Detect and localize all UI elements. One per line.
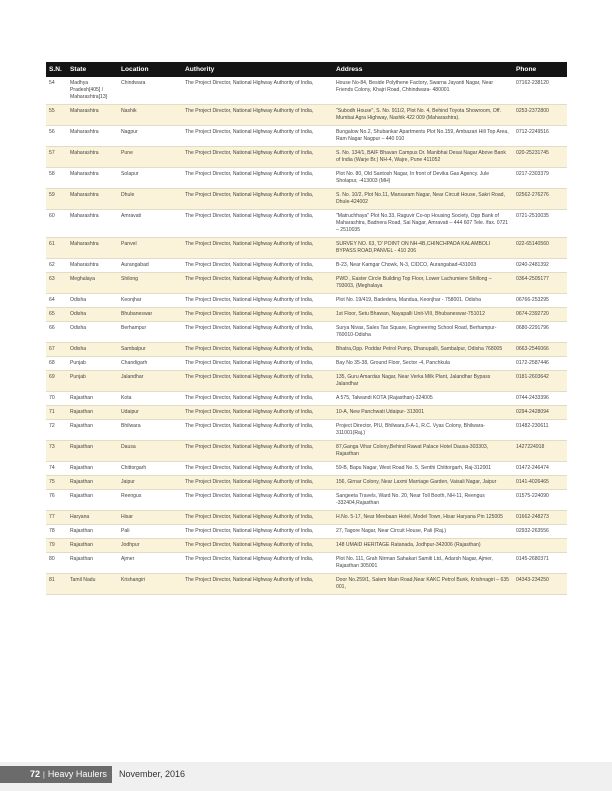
- table-row: [46, 525, 567, 539]
- cell-authority: The Project Director, National Highway Authority of India,: [182, 322, 333, 343]
- table-row: [46, 147, 567, 168]
- cell-state: Rajasthan: [67, 553, 118, 574]
- cell-state: Odisha: [67, 322, 118, 343]
- cell-phone: 0674-2392720: [513, 308, 567, 322]
- table-row: [46, 322, 567, 343]
- header-sn: S.N.: [46, 62, 67, 77]
- footer-publication-label: [0, 766, 112, 783]
- table-row: [46, 539, 567, 553]
- cell-location: Nagpur: [118, 126, 182, 147]
- page-number: 72: [30, 769, 41, 779]
- publication-name: Heavy Haulers: [47, 769, 107, 779]
- cell-location: Chindwara: [118, 77, 182, 105]
- table-row: [46, 357, 567, 371]
- cell-sn: 72: [46, 420, 67, 441]
- cell-phone: 1427224918: [513, 441, 567, 462]
- header-address: Address: [333, 62, 513, 77]
- table-row: [46, 371, 567, 392]
- cell-phone: 07162-238120: [513, 77, 567, 105]
- cell-phone: 06766-253295: [513, 294, 567, 308]
- cell-authority: The Project Director, National Highway Authority of India,: [182, 259, 333, 273]
- cell-phone: 020-25231745: [513, 147, 567, 168]
- cell-state: Rajasthan: [67, 525, 118, 539]
- cell-location: Pune: [118, 147, 182, 168]
- cell-location: Jodhpur: [118, 539, 182, 553]
- cell-authority: The Project Director, National Highway Authority of India,: [182, 294, 333, 308]
- cell-state: Maharashtra: [67, 210, 118, 238]
- cell-location: Shilong: [118, 273, 182, 294]
- header-location: Location: [118, 62, 182, 77]
- cell-sn: 56: [46, 126, 67, 147]
- cell-authority: The Project Director, National Highway Authority of India,: [182, 273, 333, 294]
- cell-sn: 65: [46, 308, 67, 322]
- cell-location: Udaipur: [118, 406, 182, 420]
- cell-address: Plot No. 80, Old Santosh Nagar, In front of Devika Gas Agency. Jule Sholapur, -413003 (MH): [333, 168, 513, 189]
- cell-authority: The Project Director, National Highway Authority of India,: [182, 343, 333, 357]
- cell-sn: 68: [46, 357, 67, 371]
- table-row: [46, 126, 567, 147]
- cell-state: Odisha: [67, 308, 118, 322]
- cell-authority: The Project Director, National Highway Authority of India,: [182, 357, 333, 371]
- cell-location: Nashik: [118, 105, 182, 126]
- cell-address: S. No. 10/2, Plot No.11, Mansaram Nagar, Near Circuit House, Sakri Road, Dhule-424002: [333, 189, 513, 210]
- cell-authority: The Project Director, National Highway Authority of India,: [182, 539, 333, 553]
- cell-location: Berhampur: [118, 322, 182, 343]
- cell-location: Krishangiri: [118, 574, 182, 595]
- cell-address: PWD , Easter Circle Building Top Floor, Lower Lachumiere Shillong – 793003, (Meghalaya: [333, 273, 513, 294]
- cell-address: A 575, Talwandi KOTA (Rajasthan)-324005: [333, 392, 513, 406]
- cell-phone: 04343-234250: [513, 574, 567, 595]
- cell-phone: 0240-2481392: [513, 259, 567, 273]
- cell-sn: 80: [46, 553, 67, 574]
- cell-authority: The Project Director, National Highway Authority of India,: [182, 420, 333, 441]
- cell-address: 135, Guru Amardas Nagar, Near Verka Milk Plant, Jalandhar Bypass Jalandhar: [333, 371, 513, 392]
- cell-sn: 70: [46, 392, 67, 406]
- table-row: [46, 168, 567, 189]
- cell-phone: 022-65140560: [513, 238, 567, 259]
- table-row: [46, 259, 567, 273]
- table-row: [46, 294, 567, 308]
- table-header-row: [46, 62, 567, 77]
- cell-state: Odisha: [67, 294, 118, 308]
- cell-sn: 62: [46, 259, 67, 273]
- header-phone: Phone: [513, 62, 567, 77]
- cell-location: Kota: [118, 392, 182, 406]
- cell-location: Chandigarh: [118, 357, 182, 371]
- cell-authority: The Project Director, National Highway Authority of India,: [182, 77, 333, 105]
- cell-address: Bay No 35-38, Ground Floor, Sector -4, Panchkula: [333, 357, 513, 371]
- cell-sn: 74: [46, 462, 67, 476]
- issue-date: November, 2016: [119, 769, 186, 779]
- cell-sn: 78: [46, 525, 67, 539]
- cell-address: "Subodh House", S. No. 911/2, Plot No. 4, Behind Toyota Showroom, Off. Mumbai Agra Highway, Nashik 422 009 (Maharashtra).: [333, 105, 513, 126]
- cell-phone: 0172-2587446: [513, 357, 567, 371]
- cell-sn: 63: [46, 273, 67, 294]
- cell-sn: 55: [46, 105, 67, 126]
- cell-phone: 0141-4026465: [513, 476, 567, 490]
- cell-authority: The Project Director, National Highway Authority of India,: [182, 462, 333, 476]
- cell-state: Maharashtra: [67, 259, 118, 273]
- cell-location: Jaipur: [118, 476, 182, 490]
- cell-state: Rajasthan: [67, 490, 118, 511]
- cell-phone: 0294-2428094: [513, 406, 567, 420]
- cell-sn: 73: [46, 441, 67, 462]
- cell-address: Surya Nivas, Sales Tax Square, Engineering School Road, Berhampur-760010-Odisha: [333, 322, 513, 343]
- cell-state: Rajasthan: [67, 406, 118, 420]
- cell-phone: [513, 539, 567, 553]
- cell-authority: The Project Director, National Highway Authority of India,: [182, 441, 333, 462]
- cell-address: 1st Floor, Setu Bhawan, Nayapalli Unit-VIII, Bhubaneswar-751012: [333, 308, 513, 322]
- cell-authority: The Project Director, National Highway Authority of India,: [182, 189, 333, 210]
- cell-sn: 81: [46, 574, 67, 595]
- cell-phone: 0217-2303379: [513, 168, 567, 189]
- cell-state: Maharashtra: [67, 105, 118, 126]
- cell-phone: 0181-2603642: [513, 371, 567, 392]
- cell-phone: 0253-2372800: [513, 105, 567, 126]
- cell-authority: The Project Director, National Highway Authority of India,: [182, 392, 333, 406]
- cell-location: Dhule: [118, 189, 182, 210]
- cell-phone: 0145-2680371: [513, 553, 567, 574]
- cell-authority: The Project Director, National Highway Authority of India,: [182, 147, 333, 168]
- cell-state: Maharashtra: [67, 147, 118, 168]
- header-authority: Authority: [182, 62, 333, 77]
- cell-location: Solapur: [118, 168, 182, 189]
- cell-address: 27, Tagore Nagar, Near Circuit House, Pali (Raj.): [333, 525, 513, 539]
- cell-sn: 58: [46, 168, 67, 189]
- cell-address: Bungalow No.2, Shubankar Apartments Plot No.159, Ambazari Hill Top Area, Ram Nagar Nagpur – 440 010: [333, 126, 513, 147]
- cell-location: Bhubaneswar: [118, 308, 182, 322]
- table-row: [46, 273, 567, 294]
- table-row: [46, 308, 567, 322]
- cell-authority: The Project Director, National Highway Authority of India,: [182, 126, 333, 147]
- cell-authority: The Project Director, National Highway Authority of India,: [182, 553, 333, 574]
- cell-sn: 67: [46, 343, 67, 357]
- cell-location: Keonjhar: [118, 294, 182, 308]
- table-row: [46, 420, 567, 441]
- cell-authority: The Project Director, National Highway Authority of India,: [182, 105, 333, 126]
- cell-phone: 0744-2433396: [513, 392, 567, 406]
- cell-authority: The Project Director, National Highway Authority of India,: [182, 371, 333, 392]
- cell-phone: 01662-248273: [513, 511, 567, 525]
- cell-location: Hisar: [118, 511, 182, 525]
- cell-location: Sambalpur: [118, 343, 182, 357]
- cell-address: SURVEY NO. 63, 'D' POINT ON NH-4B,CHINCHPADA KALAMBOLI BYPASS ROAD,PANVEL - 410 206: [333, 238, 513, 259]
- cell-address: B-23, Near Kamgar Chowk, N-3, CIDCO, Aurangabad-431003: [333, 259, 513, 273]
- cell-address: Project Director, PIU, Bhilwara,6-A-1, R.C. Vyas Colony, Bhilwara-311001(Raj.): [333, 420, 513, 441]
- cell-authority: The Project Director, National Highway Authority of India,: [182, 308, 333, 322]
- cell-location: Pali: [118, 525, 182, 539]
- table-row: [46, 574, 567, 595]
- cell-address: 148 UMAID HERITAGE Ratanada, Jodhpur-342006 (Rajasthan): [333, 539, 513, 553]
- cell-sn: 79: [46, 539, 67, 553]
- cell-state: Rajasthan: [67, 441, 118, 462]
- cell-state: Haryana: [67, 511, 118, 525]
- cell-phone: 0721-2510035: [513, 210, 567, 238]
- cell-location: Jalandhar: [118, 371, 182, 392]
- cell-address: S. No. 134/1, BAIF Bhavan Campus Dr. Manibhai Desai Nagar Above Bank of India (Warje Br.) NH-4, Wajre, Pune 411052: [333, 147, 513, 168]
- cell-phone: 0680-2291796: [513, 322, 567, 343]
- footer-separator: |: [43, 772, 45, 779]
- table-row: [46, 343, 567, 357]
- cell-address: Plot No. 19/419, Badedera, Mandua, Keonjhar - 758001. Odisha: [333, 294, 513, 308]
- cell-location: Amravati: [118, 210, 182, 238]
- table-row: [46, 406, 567, 420]
- header-state: State: [67, 62, 118, 77]
- cell-authority: The Project Director, National Highway Authority of India,: [182, 525, 333, 539]
- cell-location: Bhilwara: [118, 420, 182, 441]
- cell-sn: 76: [46, 490, 67, 511]
- cell-sn: 64: [46, 294, 67, 308]
- cell-authority: The Project Director, National Highway Authority of India,: [182, 210, 333, 238]
- cell-location: Ajmer: [118, 553, 182, 574]
- cell-sn: 57: [46, 147, 67, 168]
- cell-sn: 61: [46, 238, 67, 259]
- table-row: [46, 462, 567, 476]
- cell-authority: The Project Director, National Highway Authority of India,: [182, 406, 333, 420]
- cell-state: Meghalaya: [67, 273, 118, 294]
- cell-phone: 01472-246474: [513, 462, 567, 476]
- cell-state: Tamil Nadu: [67, 574, 118, 595]
- cell-address: H.No. 5-17, Near Meebaan Hotel, Model Town, Hisar Haryana Pin 125005: [333, 511, 513, 525]
- cell-phone: 02562-276276: [513, 189, 567, 210]
- cell-address: Bhatra,Opp. Poddar Petrol Pump, Dhanupalli, Sambalpur, Odisha 768005: [333, 343, 513, 357]
- cell-state: Odisha: [67, 343, 118, 357]
- table-row: [46, 77, 567, 105]
- cell-location: Panvel: [118, 238, 182, 259]
- cell-sn: 66: [46, 322, 67, 343]
- cell-address: Plot No. 111, Grah Nirman Sahakari Samiti Ltd., Adarsh Nagar, Ajmer, Rajasthan 305001: [333, 553, 513, 574]
- cell-sn: 54: [46, 77, 67, 105]
- cell-address: "Matruchhaya" Plot No.33, Raguvir Co-op Housing Society, Opp Bank of Maharashtra, Badnera Road, Sai Nagar, Amravati – 444 607 Tele. /fax. 0721 – 2510035: [333, 210, 513, 238]
- nhai-directory-table: [46, 62, 567, 595]
- cell-address: 10-A, New Panchwati Udaipur- 313001: [333, 406, 513, 420]
- cell-state: Rajasthan: [67, 462, 118, 476]
- cell-sn: 60: [46, 210, 67, 238]
- cell-location: Reengus: [118, 490, 182, 511]
- cell-state: Rajasthan: [67, 392, 118, 406]
- cell-phone: 02932-263556: [513, 525, 567, 539]
- table-body: [46, 77, 567, 595]
- cell-state: Maharashtra: [67, 168, 118, 189]
- cell-state: Maharashtra: [67, 126, 118, 147]
- cell-state: Rajasthan: [67, 539, 118, 553]
- cell-phone: 01575-224090: [513, 490, 567, 511]
- cell-phone: 0663-2546066: [513, 343, 567, 357]
- cell-address: House No-84, Beside Polythene Factory, Swarna Jayanti Nagar, Near Friends Colony, Khajri Road, Chhindwara- 480001: [333, 77, 513, 105]
- cell-sn: 75: [46, 476, 67, 490]
- table-row: [46, 238, 567, 259]
- cell-authority: The Project Director, National Highway Authority of India,: [182, 476, 333, 490]
- cell-state: Punjab: [67, 357, 118, 371]
- cell-sn: 71: [46, 406, 67, 420]
- cell-address: 156, Girnar Colony, Near Laxmi Marriage Garden, Vaisali Nagar, Jaipur: [333, 476, 513, 490]
- cell-state: Rajasthan: [67, 476, 118, 490]
- cell-state: Maharashtra: [67, 238, 118, 259]
- cell-address: Door No.259/1, Salem Main Road,Near KAKC Petrol Bunk, Krishnagiri – 635 001,: [333, 574, 513, 595]
- cell-authority: The Project Director, National Highway Authority of India,: [182, 168, 333, 189]
- table-row: [46, 105, 567, 126]
- table-row: [46, 511, 567, 525]
- table-row: [46, 392, 567, 406]
- cell-phone: 01482-230611: [513, 420, 567, 441]
- cell-state: Rajasthan: [67, 420, 118, 441]
- table-row: [46, 553, 567, 574]
- table-row: [46, 441, 567, 462]
- cell-state: Maharashtra: [67, 189, 118, 210]
- cell-address: Sangeeta Travels, Ward No. 20, Near Toll Booth, NH-11, Reengus -332404,Rajasthan: [333, 490, 513, 511]
- cell-location: Dausa: [118, 441, 182, 462]
- cell-address: 59-B, Bapu Nagar, West Road No. 5, Senthi Chittorgarh, Raj-312001: [333, 462, 513, 476]
- cell-phone: 0364-2505177: [513, 273, 567, 294]
- cell-sn: 77: [46, 511, 67, 525]
- cell-state: Madhya Pradesh[405] / Maharashtra[13]: [67, 77, 118, 105]
- cell-authority: The Project Director, National Highway Authority of India,: [182, 574, 333, 595]
- cell-location: Chittorgarh: [118, 462, 182, 476]
- table-row: [46, 189, 567, 210]
- cell-sn: 59: [46, 189, 67, 210]
- table-row: [46, 210, 567, 238]
- table-row: [46, 490, 567, 511]
- cell-phone: 0712-2249516: [513, 126, 567, 147]
- cell-authority: The Project Director, National Highway Authority of India,: [182, 490, 333, 511]
- cell-state: Punjab: [67, 371, 118, 392]
- cell-authority: The Project Director, National Highway Authority of India,: [182, 238, 333, 259]
- cell-location: Aurangabad: [118, 259, 182, 273]
- table-row: [46, 476, 567, 490]
- cell-sn: 69: [46, 371, 67, 392]
- cell-authority: The Project Director, National Highway Authority of India,: [182, 511, 333, 525]
- cell-address: 87,Ganga Vihar Colony,Behind Rawat Palace Hotel Dausa-303303, Rajasthan: [333, 441, 513, 462]
